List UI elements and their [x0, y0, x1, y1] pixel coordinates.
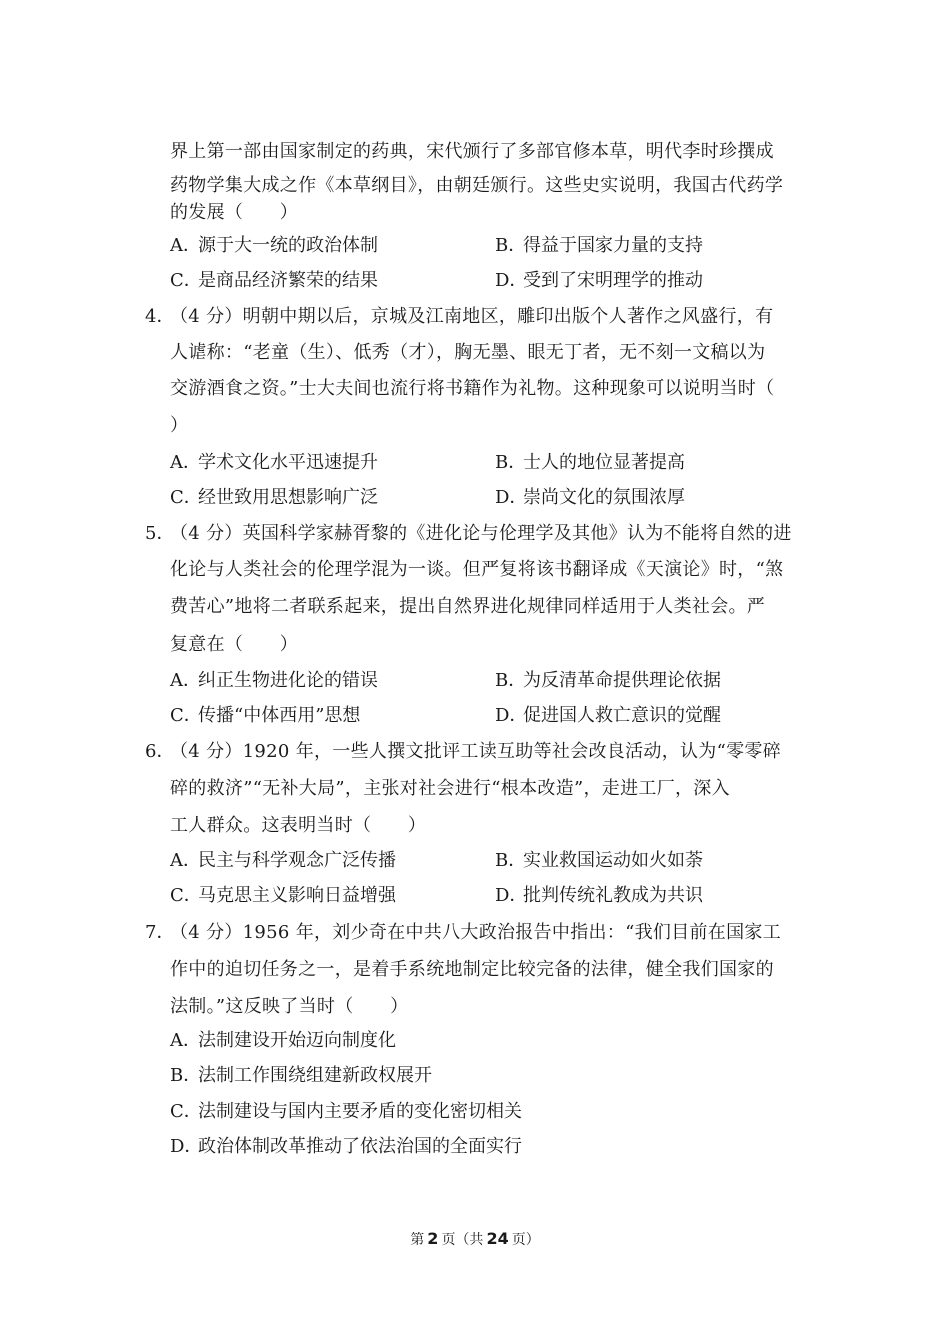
question-text-line: ）	[170, 415, 189, 436]
option-c	[170, 884, 396, 908]
question-number: 7．	[145, 922, 175, 943]
question-3-text-line: 界上第一部由国家制定的药典，宋代颁行了多部官修本草，明代李时珍撰成	[170, 141, 774, 162]
question-text-line: 费苦心”地将二者联系起来，提出自然界进化规律同样适用于人类社会。严	[170, 596, 766, 617]
option-b	[495, 669, 721, 693]
question-text-line: 人谑称：“老童（生）、低秀（才），胸无墨、眼无丁者，无不刻一文稿以为	[170, 342, 766, 363]
option-c	[170, 1100, 522, 1124]
question-number: 4．	[145, 306, 175, 327]
option-d	[170, 1135, 522, 1159]
option-letter: B．	[495, 670, 527, 691]
option-text: 法制工作围绕组建新政权展开	[198, 1065, 432, 1086]
option-letter: D．	[495, 487, 528, 508]
option-a	[170, 1029, 396, 1053]
option-letter: A．	[170, 850, 201, 871]
page-number: 2	[427, 1229, 439, 1248]
option-text: 为反清革命提供理论依据	[523, 670, 721, 691]
option-letter: A．	[170, 235, 201, 256]
option-b	[495, 849, 703, 873]
option-text: 批判传统礼教成为共识	[523, 885, 703, 906]
question-text-line: 交游酒食之资。”士大夫间也流行将书籍作为礼物。这种现象可以说明当时（	[170, 378, 775, 399]
option-text: 崇尚文化的氛围浓厚	[523, 487, 685, 508]
option-letter: D．	[495, 270, 528, 291]
option-text: 源于大一统的政治体制	[198, 235, 378, 256]
option-a	[170, 451, 378, 475]
question-text-line: 化论与人类社会的伦理学混为一谈。但严复将该书翻译成《天演论》时，“煞	[170, 559, 784, 580]
option-letter: D．	[170, 1136, 203, 1157]
footer-prefix: 第	[410, 1232, 425, 1248]
question-number: 5．	[145, 523, 175, 544]
option-letter: B．	[495, 235, 527, 256]
option-text: 实业救国运动如火如荼	[523, 850, 703, 871]
question-number: 6．	[145, 741, 175, 762]
option-d	[495, 704, 721, 728]
question-text-line: 工人群众。这表明当时（ ）	[170, 815, 427, 836]
option-letter: C．	[170, 270, 202, 291]
option-letter: D．	[495, 705, 528, 726]
option-c	[170, 704, 360, 728]
option-letter: A．	[170, 452, 201, 473]
question-text-line: 法制。”这反映了当时（ ）	[170, 996, 409, 1017]
option-letter: B．	[495, 452, 527, 473]
option-a	[170, 849, 396, 873]
option-c	[170, 486, 378, 510]
option-letter: D．	[495, 885, 528, 906]
option-d	[495, 486, 685, 510]
option-letter: A．	[170, 670, 201, 691]
question-text-line: （4 分）英国科学家赫胥黎的《进化论与伦理学及其他》认为不能将自然的进	[170, 523, 792, 544]
footer-suffix: 页）	[511, 1232, 540, 1248]
option-text: 受到了宋明理学的推动	[523, 270, 703, 291]
option-text: 是商品经济繁荣的结果	[198, 270, 378, 291]
option-text: 得益于国家力量的支持	[523, 235, 703, 256]
question-3-text-line: 的发展（ ）	[170, 202, 299, 223]
option-text: 法制建设开始迈向制度化	[198, 1030, 396, 1051]
option-text: 传播“中体西用”思想	[198, 705, 361, 726]
option-text: 政治体制改革推动了依法治国的全面实行	[198, 1136, 522, 1157]
option-a	[170, 669, 378, 693]
option-text: 马克思主义影响日益增强	[198, 885, 396, 906]
option-text: 法制建设与国内主要矛盾的变化密切相关	[198, 1101, 522, 1122]
option-letter: C．	[170, 1101, 202, 1122]
option-a	[170, 234, 378, 258]
option-text: 民主与科学观念广泛传播	[198, 850, 396, 871]
question-text-line: 复意在（ ）	[170, 634, 299, 655]
option-d	[495, 269, 703, 293]
option-letter: C．	[170, 885, 202, 906]
option-text: 纠正生物进化论的错误	[198, 670, 378, 691]
footer-middle: 页（共	[441, 1232, 484, 1248]
option-b	[495, 451, 685, 475]
option-text: 促进国人救亡意识的觉醒	[523, 705, 721, 726]
option-letter: C．	[170, 487, 202, 508]
option-d	[495, 884, 703, 908]
option-b	[170, 1064, 432, 1088]
option-b	[495, 234, 703, 258]
question-3-text-line: 药物学集大成之作《本草纲目》，由朝廷颁行。这些史实说明，我国古代药学	[170, 175, 784, 196]
option-text: 经世致用思想影响广泛	[198, 487, 378, 508]
option-letter: B．	[495, 850, 527, 871]
question-text-line: 作中的迫切任务之一，是着手系统地制定比较完备的法律，健全我们国家的	[170, 959, 774, 980]
question-text-line: 碎的救济”“无补大局”，主张对社会进行“根本改造”，走进工厂，深入	[170, 778, 730, 799]
option-letter: C．	[170, 705, 202, 726]
question-text-line: （4 分）明朝中期以后，京城及江南地区，雕印出版个人著作之风盛行，有	[170, 306, 774, 327]
option-c	[170, 269, 378, 293]
question-text-line: （4 分）1920 年，一些人撰文批评工读互助等社会改良活动，认为“零零碎	[170, 741, 782, 762]
question-text-line: （4 分）1956 年，刘少奇在中共八大政治报告中指出：“我们目前在国家工	[170, 922, 782, 943]
page-footer	[0, 1229, 950, 1250]
option-text: 学术文化水平迅速提升	[198, 452, 378, 473]
total-pages: 24	[486, 1229, 509, 1248]
option-text: 士人的地位显著提高	[523, 452, 685, 473]
option-letter: A．	[170, 1030, 201, 1051]
option-letter: B．	[170, 1065, 202, 1086]
